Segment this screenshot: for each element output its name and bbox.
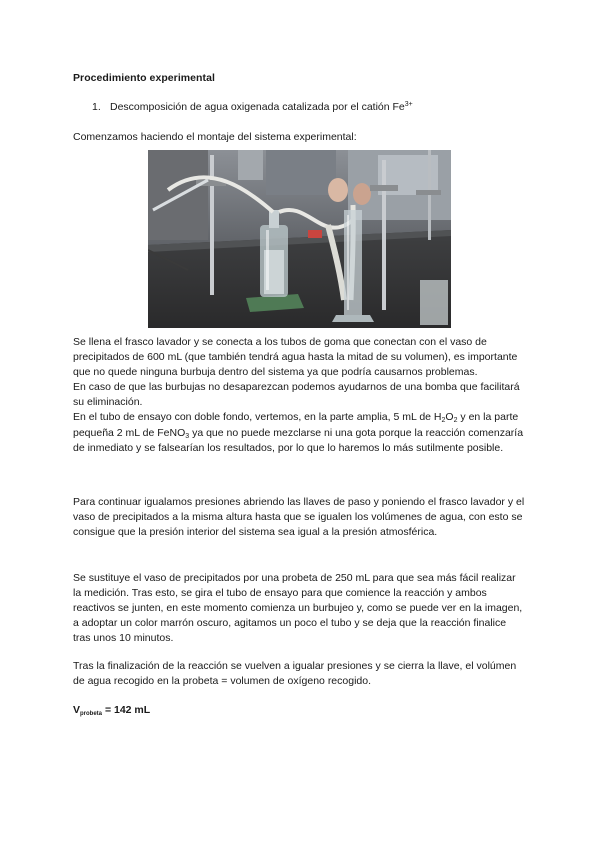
p1-sentence-3d: ya que no puede mezclarse ni una gota porque la reacción comenzaría de inmediato y se falsearían los resultados, por lo que lo haremos lo más sutilmente posible.	[73, 426, 524, 454]
charge-superscript: 3+	[404, 101, 413, 108]
intro-text: Comenzamos haciendo el montaje del sistema experimental:	[73, 131, 357, 143]
section-heading: Procedimiento experimental	[73, 72, 215, 84]
list-item-text: Descomposición de agua oxigenada catalizada por el catión Fe	[110, 101, 405, 113]
experiment-photo	[148, 150, 451, 328]
subscript: 2	[441, 417, 446, 425]
p1-sentence-3c: y en la parte pequeña 2 mL de FeNO	[73, 411, 519, 439]
paragraph-4: Tras la finalización de la reacción se vuelven a igualar presiones y se cierra la llave, el volúmen de agua recogido en la probeta = volumen de oxígeno recogido.	[73, 660, 517, 688]
list-number: 1.	[92, 101, 101, 113]
p1-sentence-2: En caso de que las burbujas no desaparezcan podemos ayudarnos de una bomba que facilitará su eliminación.	[73, 381, 520, 409]
paragraph-2: Para continuar igualamos presiones abriendo las llaves de paso y poniendo el frasco lavador y el vaso de precipitados a la misma altura hasta que se igualen los volúmenes de agua, con esto se consigue que la presión interior del sistema sea igual a la presión atmosférica.	[73, 496, 525, 539]
paragraph-1	[73, 335, 525, 456]
paragraph-3: Se sustituye el vaso de precipitados por una probeta de 250 mL para que sea más fácil realizar la medición. Tras esto, se gira el tubo de ensayo para que comience la reacción y ambos reactivos se junten, en este momento comienza un burbujeo y, como se puede ver en la imagen, a adoptar un color marrón oscuro, agitamos un poco el tubo y se deja que la reacción finalice tras unos 10 minutos.	[73, 572, 523, 645]
result-subscript: probeta	[80, 711, 103, 717]
result-symbol: V	[73, 704, 81, 716]
lab-setup-illustration	[148, 150, 451, 328]
p1-sentence-1: Se llena el frasco lavador y se conecta a los tubos de goma que conectan con el vaso de precipitados de 600 mL (que también tendrá agua hasta la mitad de su volumen), es importante que no quede ninguna burbuja dentro del sistema ya que podría causarnos problemas.	[73, 336, 518, 379]
p1-sentence-3b: O	[445, 411, 454, 424]
p1-sentence-3a: En el tubo de ensayo con doble fondo, vertemos, en la parte amplia, 5 mL de H	[73, 411, 442, 424]
result-value: = 142 mL	[102, 704, 151, 716]
result-line	[73, 704, 150, 717]
numbered-list-item	[92, 101, 413, 113]
subscript: 3	[185, 432, 190, 440]
subscript: 2	[453, 417, 458, 425]
